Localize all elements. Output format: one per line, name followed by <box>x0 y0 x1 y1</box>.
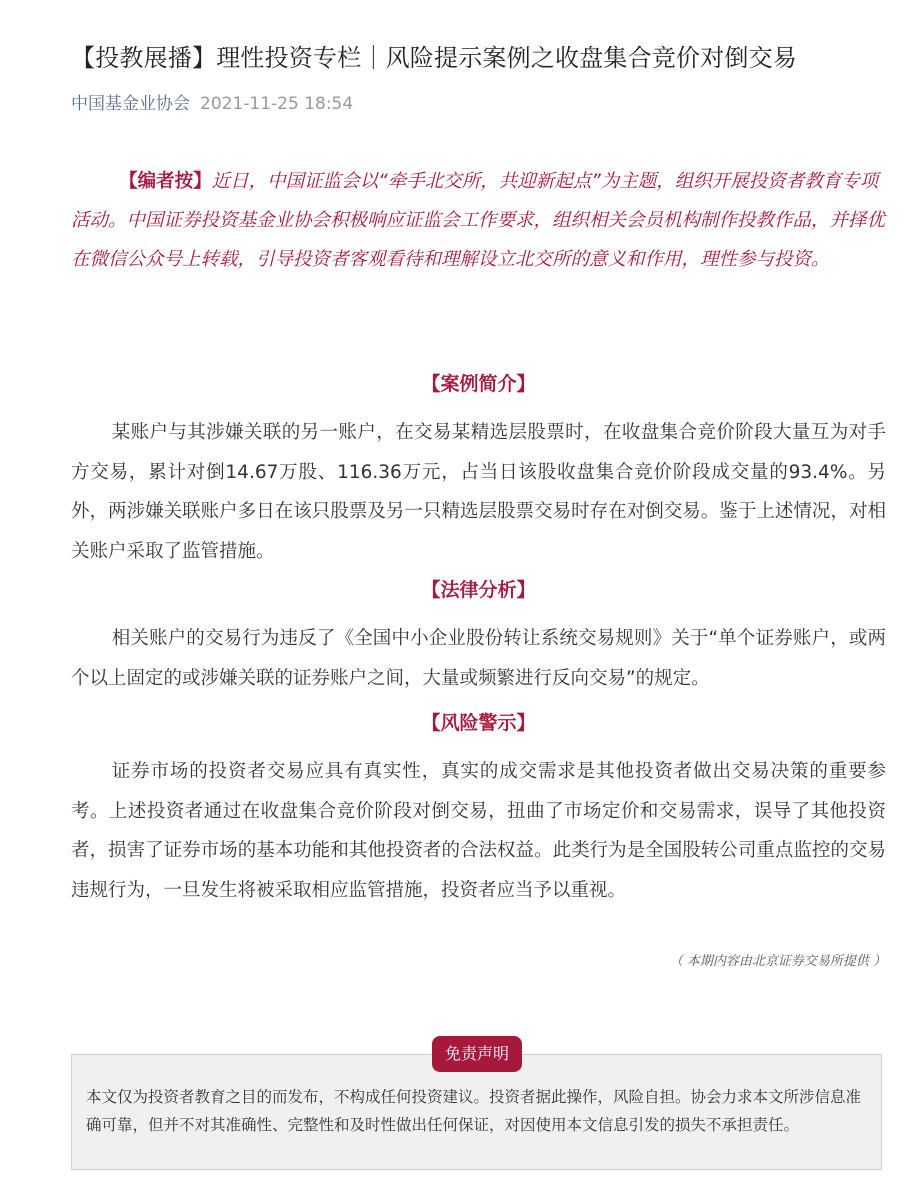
author-link[interactable]: 中国基金业协会 <box>71 94 190 114</box>
section-text-case: 某账户与其涉嫌关联的另一账户，在交易某精选层股票时，在收盘集合竞价阶段大量互为对手方交易，累计对倒14.67万股、116.36万元，占当日该股收盘集合竞价阶段成交量的93.4%。另外，两涉嫌关联账户多日在该只股票及另一只精选层股票交易时存在对倒交易。鉴于上述情况，对相关账户采取了监管措施。 <box>71 422 886 562</box>
section-text-legal: 相关账户的交易行为违反了《全国中小企业股份转让系统交易规则》关于“单个证券账户，或两个以上固定的或涉嫌关联的证券账户之间，大量或频繁进行反向交易”的规定。 <box>71 628 886 689</box>
section-heading-risk: 【风险警示】 <box>421 712 536 734</box>
article-title: 【投教展播】理性投资专栏｜风险提示案例之收盘集合竞价对倒交易 <box>71 44 797 72</box>
editor-note <box>71 162 886 279</box>
article-meta <box>71 92 353 116</box>
editor-note-tag: 【编者按】 <box>119 171 212 192</box>
disclaimer-text: 本文仅为投资者教育之目的而发布，不构成任何投资建议。投资者据此操作，风险自担。协会力求本文所涉信息准确可靠，但并不对其准确性、完整性和及时性做出任何保证，对因使用本文信息引发的损失不承担责任。 <box>86 1088 862 1134</box>
content-source-note: （ 本期内容由北京证券交易所提供 ） <box>669 954 886 969</box>
section-text-risk: 证券市场的投资者交易应具有真实性，真实的成交需求是其他投资者做出交易决策的重要参考。上述投资者通过在收盘集合竞价阶段对倒交易，扭曲了市场定价和交易需求，误导了其他投资者，损害了证券市场的基本功能和其他投资者的合法权益。此类行为是全国股转公司重点监控的交易违规行为，一旦发生将被采取相应监管措施，投资者应当予以重视。 <box>71 761 886 901</box>
disclaimer-badge: 免责声明 <box>432 1036 522 1072</box>
section-heading-legal: 【法律分析】 <box>421 579 536 601</box>
editor-note-text: 近日，中国证监会以“牵手北交所，共迎新起点”为主题，组织开展投资者教育专项活动。中国证券投资基金业协会积极响应证监会工作要求，组织相关会员机构制作投教作品，并择优在微信公众号上转载，引导投资者客观看待和理解设立北交所的意义和作用，理性参与投资。 <box>71 171 886 270</box>
publish-date: 2021-11-25 18:54 <box>200 94 354 114</box>
section-heading-case: 【案例简介】 <box>421 373 536 395</box>
